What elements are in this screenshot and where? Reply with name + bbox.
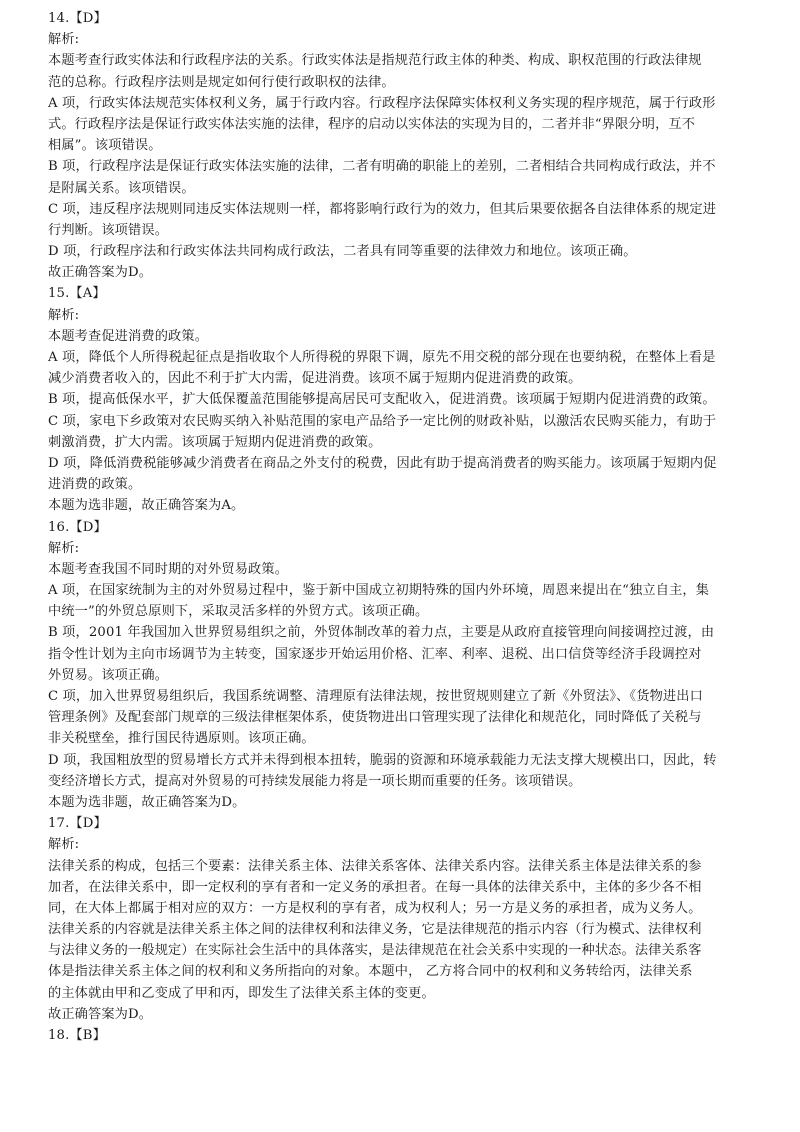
text-line: 指令性计划为主向市场调节为主转变，国家逐步开始运用价格、汇率、利率、退税、出口信贷等经济手段调控对 xyxy=(48,646,702,662)
text-line: 16.【D】 xyxy=(48,519,107,535)
text-line: 是附属关系。该项错误。 xyxy=(48,180,195,196)
text-line: 本题考查促进消费的政策。 xyxy=(48,328,209,344)
text-line: B 项，2001 年我国加入世界贸易组织之前，外贸体制改革的着力点，主要是从政府直接管理向间接调控过渡，由 xyxy=(48,625,715,641)
text-line: A 项，行政实体法规范实体权利义务，属于行政内容。行政程序法保障实体权利义务实现的程序规范，属于行政形 xyxy=(48,95,716,111)
text-line: 本题为选非题，故正确答案为A。 xyxy=(48,498,245,514)
text-line: 变经济增长方式，提高对外贸易的可持续发展能力将是一项长期而重要的任务。该项错误。 xyxy=(48,773,582,789)
text-line: 故正确答案为D。 xyxy=(48,1006,153,1022)
text-line: 非关税壁垒，推行国民待遇原则。该项正确。 xyxy=(48,731,315,747)
text-line: 行判断。该项错误。 xyxy=(48,222,169,238)
text-line: 17.【D】 xyxy=(48,816,107,832)
text-line: 15.【A】 xyxy=(48,286,106,302)
text-line: 式。行政程序法是保证行政实体法实施的法律，程序的启动以实体法的实现为目的，二者并非“界限分明，互不 xyxy=(48,116,696,132)
text-line: 中统一”的外贸总原则下，采取灵活多样的外贸方式。该项正确。 xyxy=(48,604,429,620)
text-line: D 项，行政程序法和行政实体法共同构成行政法，二者具有同等重要的法律效力和地位。该项正确。 xyxy=(48,244,637,260)
text-line: 本题考查行政实体法和行政程序法的关系。行政实体法是指规范行政主体的种类、构成、职权范围的行政法律规 xyxy=(48,53,702,69)
answer-explanation-document xyxy=(48,8,760,1046)
text-line: 减少消费者收入的，因此不利于扩大内需，促进消费。该项不属于短期内促进消费的政策。 xyxy=(48,371,582,387)
text-line: A 项，在国家统制为主的对外贸易过程中，鉴于新中国成立初期特殊的国内外环境，周恩来提出在“独立自主，集 xyxy=(48,583,710,599)
text-line: D 项，我国粗放型的贸易增长方式并未得到根本扭转，脆弱的资源和环境承载能力无法支撑大规模出口，因此，转 xyxy=(48,752,717,768)
text-line: 与法律义务的一般规定）在实际社会生活中的具体落实，是法律规范在社会关系中实现的一种状态。法律关系客 xyxy=(48,943,702,959)
text-line: 法律关系的内容就是法律关系主体之间的法律权利和法律义务，它是法律规范的指示内容（行为模式、法律权利 xyxy=(48,922,702,938)
text-line: C 项，家电下乡政策对农民购买纳入补贴范围的家电产品给予一定比例的财政补贴，以激活农民购买能力，有助于 xyxy=(48,413,717,429)
text-line: 同，在大体上都属于相对应的双方：一方是权利的享有者，成为权利人；另一方是义务的承担者，成为义务人。 xyxy=(48,900,702,916)
text-line: 本题为选非题，故正确答案为D。 xyxy=(48,794,246,810)
text-line: D 项，降低消费税能够减少消费者在商品之外支付的税费，因此有助于提高消费者的购买能力。该项属于短期内促 xyxy=(48,455,717,471)
text-line: 本题考查我国不同时期的对外贸易政策。 xyxy=(48,561,289,577)
text-line: 14.【D】 xyxy=(48,11,107,26)
text-line: 进消费的政策。 xyxy=(48,477,142,493)
text-line: 外贸易。该项正确。 xyxy=(48,667,169,683)
text-line: B 项，行政程序法是保证行政实体法实施的法律，二者有明确的职能上的差别，二者相结合共同构成行政法，并不 xyxy=(48,159,716,175)
text-line: 18.【B】 xyxy=(48,1028,106,1043)
text-line: 解析: xyxy=(48,837,80,853)
text-line: C 项，加入世界贸易组织后，我国系统调整、清理原有法律法规，按世贸规则建立了新《外贸法》、《货物进出口 xyxy=(48,689,703,704)
text-line: C 项，违反程序法规则同违反实体法规则一样，都将影响行政行为的效力，但其后果要依据各自法律体系的规定进 xyxy=(48,201,717,217)
text-line: 法律关系的构成，包括三个要素：法律关系主体、法律关系客体、法律关系内容。法律关系主体是法律关系的参 xyxy=(48,858,702,874)
text-line: A 项，降低个人所得税起征点是指收取个人所得税的界限下调，原先不用交税的部分现在也要纳税，在整体上看是 xyxy=(48,350,716,365)
text-line: 体是指法律关系主体之间的权利和义务所指向的对象。本题中， 乙方将合同中的权利和义务转给丙，法律关系 xyxy=(48,964,693,980)
text-line: 解析: xyxy=(48,540,80,556)
text-line: 解析: xyxy=(48,307,80,323)
text-line: 刺激消费，扩大内需。该项属于短期内促进消费的政策。 xyxy=(48,434,382,450)
text-line: 的主体就由甲和乙变成了甲和丙，即发生了法律关系主体的变更。 xyxy=(48,985,435,1001)
text-line: 范的总称。行政程序法则是规定如何行使行政职权的法律。 xyxy=(48,74,395,90)
text-line: 解析: xyxy=(48,32,80,48)
text-line: 加者，在法律关系中，即一定权利的享有者和一定义务的承担者。在每一具体的法律关系中，主体的多少各不相 xyxy=(48,879,702,895)
text-line: 管理条例》及配套部门规章的三级法律框架体系，使货物进出口管理实现了法律化和规范化，同时降低了关税与 xyxy=(48,710,702,726)
text-line: 故正确答案为D。 xyxy=(48,265,153,281)
text-line: B 项，提高低保水平，扩大低保覆盖范围能够提高居民可支配收入，促进消费。该项属于短期内促进消费的政策。 xyxy=(48,392,716,408)
text-line: 相属”。该项错误。 xyxy=(48,138,162,154)
